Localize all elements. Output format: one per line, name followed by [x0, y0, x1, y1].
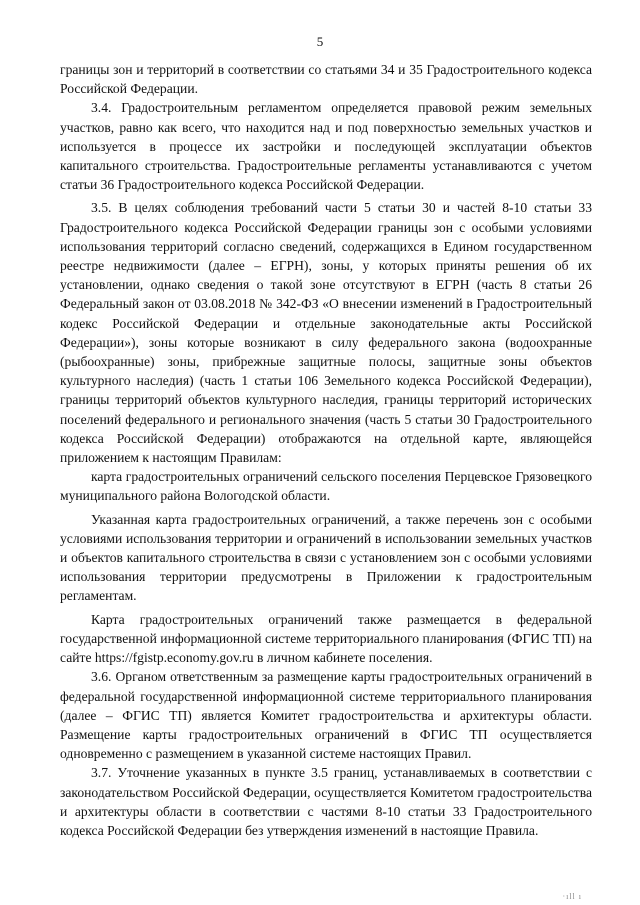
paragraph-3-4: 3.4. Градостроительным регламентом определяется правовой режим земельных участков, равно как всего, что находится над и под поверхностью земельных участков и используется в процессе их застройки и последующей эксплуатации объектов капитального строительства. Градостроительные регламенты устанавливаются с учетом статьи 36 Градостроительного кодекса Российской Федерации.	[60, 100, 592, 193]
page-number: 5	[316, 34, 324, 49]
scan-mark: ·ıll ı	[562, 892, 582, 901]
paragraph-fgis-placement: Карта градостроительных ограничений также размещается в федеральной государственной информационной системе территориального планирования (ФГИС ТП) на сайте https://fgistp.economy.gov.ru в личном кабинете поселения.	[60, 611, 592, 666]
paragraph-zones-boundaries: границы зон и территорий в соответствии со статьями 34 и 35 Градостроительного кодекса Российской Федерации.	[60, 62, 592, 97]
paragraph-3-5: 3.5. В целях соблюдения требований части 5 статьи 30 и частей 8-10 статьи 33 Градостроительного кодекса Российской Федерации границы зон с особыми условиями использования территорий согласно сведений, содержащихся в Едином государственном реестре недвижимости (далее – ЕГРН), зоны, у которых приняты решения об их установлении, однако сведения о такой зоне отсутствуют в ЕГРН (часть 8 статьи 26 Федеральный закон от 03.08.2018 № 342-ФЗ «О внесении изменений в Градостроительный кодекс Российской Федерации и отдельные законодательные акты Российской Федерации»), зоны которые возникают в силу федерального закона (водоохранные (рыбоохранные) зоны, прибрежные защитные полосы, защитные зоны объектов культурного наследия) (часть 1 статьи 106 Земельного кодекса Российской Федерации), границы территорий объектов культурного наследия, границы территорий исторических поселений федерального и регионального значения (часть 5 статьи 30 Градостроительного кодекса Российской Федерации) отображаются на отдельной карте, являющейся приложением к настоящим Правилам:	[60, 200, 592, 466]
paragraph-3-6: 3.6. Органом ответственным за размещение карты градостроительных ограничений в федеральной государственной информационной системе территориального планирования (далее – ФГИС ТП) является Комитет градостроительства и архитектуры области. Размещение карты градостроительных ограничений в ФГИС ТП осуществляется одновременно с размещением в указанной системе настоящих Правил.	[60, 669, 592, 762]
paragraph-3-7: 3.7. Уточнение указанных в пункте 3.5 границ, устанавливаемых в соответствии с законодательством Российской Федерации, осуществляется Комитетом градостроительства и архитектуры области в соответствии с частями 8-10 статьи 33 Градостроительного кодекса Российской Федерации без утверждения изменений в настоящие Правила.	[60, 765, 592, 838]
document-body	[60, 60, 592, 840]
paragraph-map-item: карта градостроительных ограничений сельского поселения Перцевское Грязовецкого муниципального района Вологодской области.	[60, 469, 592, 504]
paragraph-map-description: Указанная карта градостроительных ограничений, а также перечень зон с особыми условиями использования территории и ограничений в использовании земельных участков и объектов капитального строительства в связи с установлением зон с особыми условиями использования территории предусмотрены в Приложении к градостроительным регламентам.	[60, 511, 592, 604]
